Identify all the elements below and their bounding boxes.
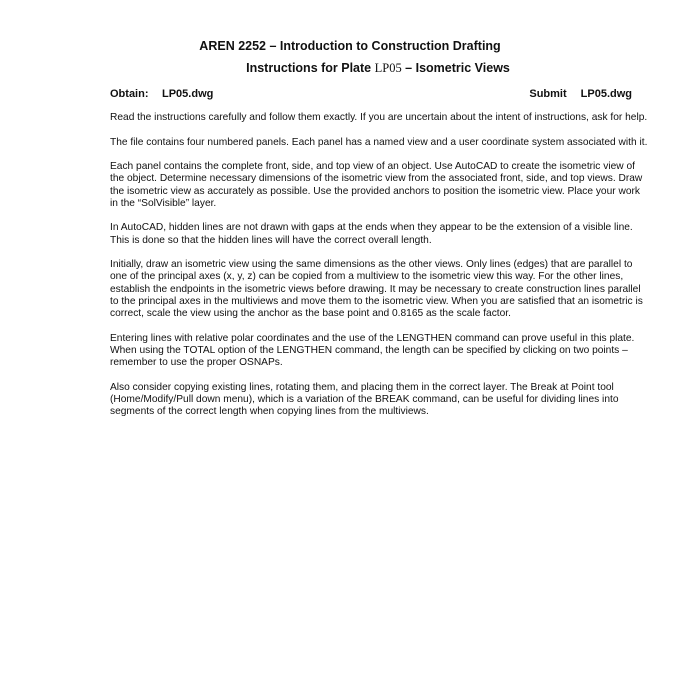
obtain-label: Obtain:	[110, 88, 149, 100]
submit-section	[529, 88, 632, 100]
obtain-section	[110, 88, 213, 100]
plate-code: LP05	[374, 61, 402, 75]
paragraph-read-carefully: Read the instructions carefully and follow them exactly. If you are uncertain about the intent of instructions, ask for help.	[110, 112, 648, 123]
paragraph-panels: The file contains four numbered panels. Each panel has a named view and a user coordinate system associated with it.	[110, 136, 648, 148]
paragraph-lengthen: Entering lines with relative polar coordinates and the use of the LENGTHEN command can prove useful in this plate. When using the TOTAL option of the LENGTHEN command, the length can be specified by clicking on two points – remember to use the proper OSNAPs.	[110, 332, 635, 368]
paragraph-hidden-lines: In AutoCAD, hidden lines are not drawn with gaps at the ends when they appear to be the extension of a visible line. This is done so that the hidden lines will have the correct overall length.	[110, 222, 633, 246]
course-title: AREN 2252 – Introduction to Construction Drafting	[199, 39, 501, 53]
file-info-row	[110, 88, 632, 104]
submit-label: Submit	[529, 88, 567, 100]
paragraph-copy-break: Also consider copying existing lines, rotating them, and placing them in the correct layer. The Break at Point tool (Home/Modify/Pull down menu), which is a variation of the BREAK command, can be useful for dividing lines into segments of the correct length when copying lines from the multiviews.	[110, 381, 619, 417]
obtain-filename: LP05.dwg	[162, 88, 214, 100]
submit-filename: LP05.dwg	[580, 88, 632, 100]
paragraph-isometric-task: Each panel contains the complete front, side, and top view of an object. Use AutoCAD to create the isometric view of the object. Determine necessary dimensions of the isometric view from the associated front, side, and top views. Draw the isometric view as accurately as possible. Use the provided anchors to position the isometric view. Place your work in the “SolVisible” layer.	[110, 161, 643, 209]
subtitle-prefix: Instructions for Plate	[246, 61, 375, 75]
plate-subtitle	[0, 61, 700, 76]
instructions-body	[110, 112, 650, 431]
subtitle-suffix: – Isometric Views	[401, 61, 510, 75]
paragraph-drawing-method: Initially, draw an isometric view using the same dimensions as the other views. Only lines (edges) that are parallel to one of the principal axes (x, y, z) can be copied from a multiview to the isometric view this way. For the other lines, establish the endpoints in the isometric views before drawing. It may be necessary to create construction lines parallel to the principal axes in the multiviews and move them to the isometric view. When you are satisfied that an isometric is correct, scale the view using the anchor as the base point and 0.8165 as the scale factor.	[110, 259, 643, 319]
